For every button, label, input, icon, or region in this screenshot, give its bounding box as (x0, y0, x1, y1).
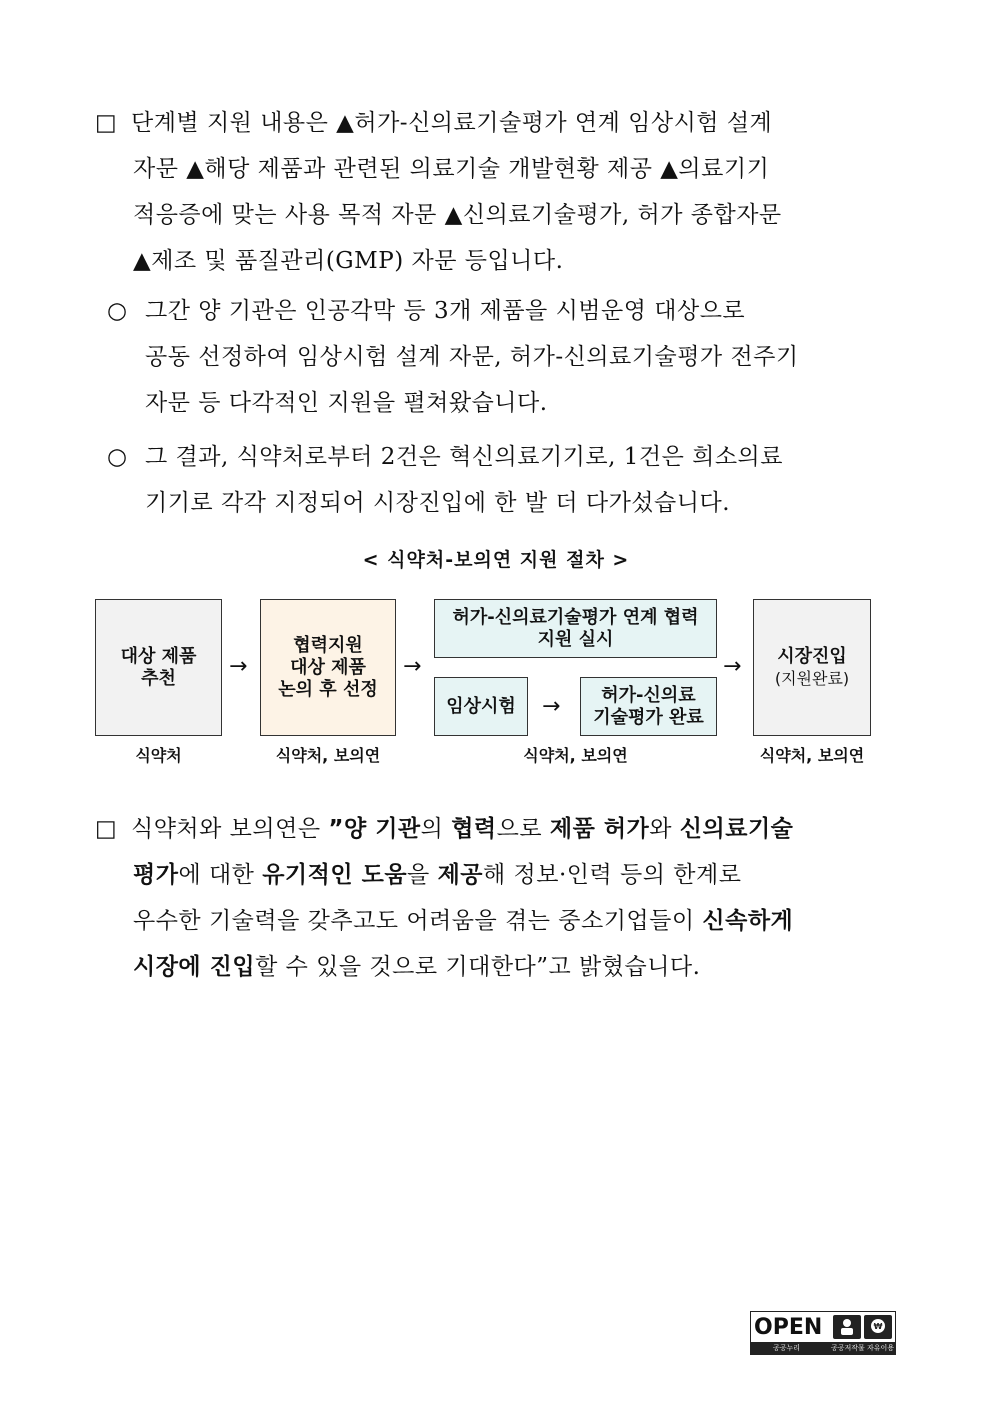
paragraph-line: □ 단계별 지원 내용은 ▲허가-신의료기술평가 연계 임상시험 설계 (95, 100, 895, 146)
org-label: 식약처 (135, 746, 182, 765)
square-bullet: □ (95, 110, 118, 136)
paragraph-line: ▲제조 및 품질관리(GMP) 자문 등입니다. (133, 248, 564, 274)
org-label: 식약처, 보의연 (759, 746, 865, 765)
paragraph-line: 자문 ▲해당 제품과 관련된 의료기술 개발현황 제공 ▲의료기기 (133, 156, 770, 182)
paragraph-pilot-operation (107, 288, 897, 426)
step-select-box: 협력지원 대상 제품 논의 후 선정 (260, 599, 396, 736)
paragraph-line: 기기로 각각 지정되어 시장진입에 한 발 더 다가섰습니다. (145, 490, 731, 516)
step-recommend-box: 대상 제품 추천 (95, 599, 222, 736)
paragraph-line: ○ 그 결과, 식약처로부터 2건은 혁신의료기기로, 1건은 희소의료 (107, 434, 897, 480)
step-approval-complete-box: 허가-신의료 기술평가 완료 (580, 677, 717, 736)
arrow-icon: → (723, 654, 742, 679)
square-bullet: □ (95, 816, 118, 842)
open-logo-text: OPEN (754, 1315, 823, 1340)
diagram-caption: < 식약처-보의연 지원 절차 > (362, 549, 630, 571)
paragraph-expectation (95, 806, 895, 990)
circle-bullet: ○ (107, 298, 128, 324)
open-license-logo (750, 1311, 896, 1364)
paragraph-line: ○ 그간 양 기관은 인공각막 등 3개 제품을 시범운영 대상으로 (107, 288, 897, 334)
paragraph-line: 우수한 기술력을 갖추고도 어려움을 겪는 중소기업들이 신속하게 (133, 908, 794, 934)
step-cooperation-box: 허가-신의료기술평가 연계 협력 지원 실시 (434, 599, 717, 658)
paragraph-line: □ 식약처와 보의연은 ”양 기관의 협력으로 제품 허가와 신의료기술 (95, 806, 895, 852)
paragraph-line: 평가에 대한 유기적인 도움을 제공해 정보·인력 등의 한계로 (133, 862, 742, 888)
arrow-icon: → (403, 654, 422, 679)
step-clinical-trial-box: 임상시험 (434, 677, 528, 736)
paragraph-line: 시장에 진입할 수 있을 것으로 기대한다”고 밝혔습니다. (133, 954, 701, 980)
paragraph-line: 공동 선정하여 임상시험 설계 자문, 허가-신의료기술평가 전주기 (145, 344, 799, 370)
step-market-entry-box: 시장진입 (지원완료) (753, 599, 871, 736)
circle-bullet: ○ (107, 444, 128, 470)
person-icon (833, 1315, 861, 1339)
org-label: 식약처, 보의연 (275, 746, 381, 765)
svg-text:₩: ₩ (873, 1322, 883, 1331)
arrow-icon: → (542, 694, 561, 719)
paragraph-result (107, 434, 897, 526)
arrow-icon: → (229, 654, 248, 679)
no-commercial-icon (864, 1315, 892, 1339)
paragraph-line: 적응증에 맞는 사용 목적 자문 ▲신의료기술평가, 허가 종합자문 (133, 202, 782, 228)
paragraph-support-content (95, 100, 895, 284)
license-bar: 공공누리 공공저작물 자유이용허락 (751, 1342, 895, 1354)
org-label: 식약처, 보의연 (523, 746, 628, 765)
paragraph-line: 자문 등 다각적인 지원을 펼쳐왔습니다. (145, 390, 548, 416)
